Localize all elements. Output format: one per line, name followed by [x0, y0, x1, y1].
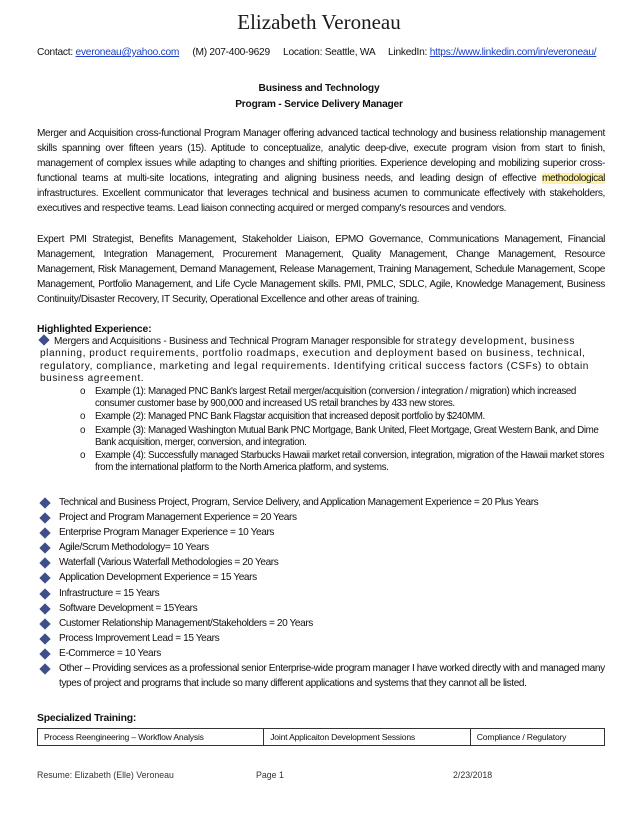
table-row — [38, 729, 605, 746]
list-item: o Example (3): Managed Washington Mutual Bank PNC Mortgage, Bank United, Fleet Mortgage, Great Western Bank, and Dime Bank acquisition, merger, conversion, and integration. — [80, 424, 599, 448]
summary-part-2: infrastructures. Excellent communicator that leverages technical and business acumen to communicate effectively with stakeholders, executives and respective teams. Lead liaison connecting acquired or merged company's resources and vendors. — [37, 188, 605, 215]
diamond-bullet-icon — [39, 558, 50, 569]
list-item: E-Commerce = 10 Years — [40, 646, 610, 661]
list-item: Technical and Business Project, Program, Service Delivery, and Application Management Experience = 20 Plus Years — [40, 495, 610, 510]
candidate-name: Elizabeth Veroneau — [237, 10, 401, 34]
list-item: Process Improvement Lead = 15 Years — [40, 631, 610, 646]
highlighted-experience-main — [40, 336, 606, 386]
linkedin-label: LinkedIn: — [388, 47, 428, 58]
headline-line-2: Program - Service Delivery Manager — [235, 99, 403, 110]
contact-line — [37, 47, 617, 58]
summary-highlight: methodological — [542, 173, 605, 185]
diamond-bullet-icon — [39, 618, 50, 629]
diamond-bullet-icon — [39, 573, 50, 584]
list-item: Customer Relationship Management/Stakeholders = 20 Years — [40, 616, 610, 631]
diamond-bullet-icon — [39, 528, 50, 539]
circle-bullet-icon: o — [80, 450, 86, 462]
experience-bullets — [40, 495, 610, 691]
list-item: Infrastructure = 15 Years — [40, 586, 610, 601]
list-item: o Example (2): Managed PNC Bank Flagstar acquisition that increased deposit portfolio by $240MM. — [80, 411, 485, 423]
list-item: Project and Program Management Experience = 20 Years — [40, 510, 610, 525]
summary-part-1: Merger and Acquisition cross-functional Program Manager offering advanced tactical technology and business relationship management skills spanning over fifteen years (15). Aptitude to conceptualize, analytic deep-dive, execute program vision from start to finish, management of complex issues while adapting to changes and shifting priorities. Experience developing and mobilizing superior cross-functional teams at multi-site locations, integrating and aligning business needs, and leading design of effective — [37, 128, 605, 185]
list-item: Waterfall (Various Waterfall Methodologies = 20 Years — [40, 555, 610, 570]
summary-paragraph — [37, 126, 605, 217]
list-item: Other – Providing services as a professional senior Enterprise-wide program manager I have worked directly with and managed many types of project and programs that include so many different applications and systems that they cannot all be listed. — [40, 661, 610, 691]
list-item: Software Development = 15Years — [40, 601, 610, 616]
list-item: o Example (4): Successfully managed Starbucks Hawaii market retail conversion, integration, migration of the Hawaii market stores from the international platform to the North America platform, and systems. — [80, 450, 604, 474]
diamond-bullet-icon — [39, 648, 50, 659]
diamond-bullet-icon — [39, 543, 50, 554]
he-main-lead: Mergers and Acquisitions - Business and Technical Program Manager responsible for — [54, 336, 417, 347]
circle-bullet-icon: o — [80, 386, 86, 397]
footer-date: 2/23/2018 — [453, 770, 493, 780]
list-item: Application Development Experience = 15 Years — [40, 570, 610, 585]
diamond-bullet-icon — [39, 512, 50, 523]
specialized-training-title: Specialized Training: — [37, 713, 137, 724]
footer-resume-label: Resume: Elizabeth (Elle) Veroneau — [37, 770, 174, 780]
list-item: o Example (1): Managed PNC Bank's largest Retail merger/acquisition (conversion / integration / migration) which increased consumer customer base by 900,000 and increased US retail branches by 433 new stores. — [80, 386, 576, 410]
highlighted-experience-title: Highlighted Experience: — [37, 324, 152, 335]
circle-bullet-icon: o — [80, 411, 86, 423]
diamond-bullet-icon — [38, 335, 49, 346]
expertise-paragraph: Expert PMI Strategist, Benefits Management, Stakeholder Liaison, EPMO Governance, Communications Management, Financial Management, Integration Management, Procurement Management, Quality Management, Change Management, Resource Management, Risk Management, Demand Management, Release Management, Training Management, Schedule Management, Scope Management, Portfolio Management, and Life Cycle Management skills. PMI, PMLC, SDLC, Agile, Knowledge Management, Business Continuity/Disaster Recovery, IT Security, Operational Excellence and other areas of training. — [37, 234, 605, 306]
footer-page-number: Page 1 — [256, 770, 284, 780]
location: Location: Seattle, WA — [283, 47, 375, 58]
headline-line-1: Business and Technology — [258, 83, 380, 94]
diamond-bullet-icon — [39, 588, 50, 599]
diamond-bullet-icon — [39, 603, 50, 614]
diamond-bullet-icon — [39, 633, 50, 644]
contact-label: Contact: — [37, 47, 73, 58]
training-cell: Joint Applicaiton Development Sessions — [264, 729, 471, 746]
training-cell: Compliance / Regulatory — [470, 729, 604, 746]
linkedin-link[interactable]: https://www.linkedin.com/in/everoneau/ — [429, 47, 597, 58]
circle-bullet-icon: o — [80, 424, 86, 436]
diamond-bullet-icon — [39, 663, 50, 674]
examples-list — [80, 386, 610, 475]
he-main-rest: strategy development, business planning, product requirements, portfolio roadmaps, execution and deployment based on business, technical, regulatory, compliance, marketing and legal requirements. Identifying critical success factors (CSFs) to obtain business agreement. — [40, 336, 589, 385]
list-item: Agile/Scrum Methodology= 10 Years — [40, 540, 610, 555]
mobile-number: (M) 207-400-9629 — [192, 47, 270, 58]
email-link[interactable]: everoneau@yahoo.com — [75, 47, 180, 58]
diamond-bullet-icon — [39, 497, 50, 508]
list-item: Enterprise Program Manager Experience = 10 Years — [40, 525, 610, 540]
training-table — [37, 728, 605, 746]
training-cell: Process Reengineering – Workflow Analysis — [38, 729, 264, 746]
